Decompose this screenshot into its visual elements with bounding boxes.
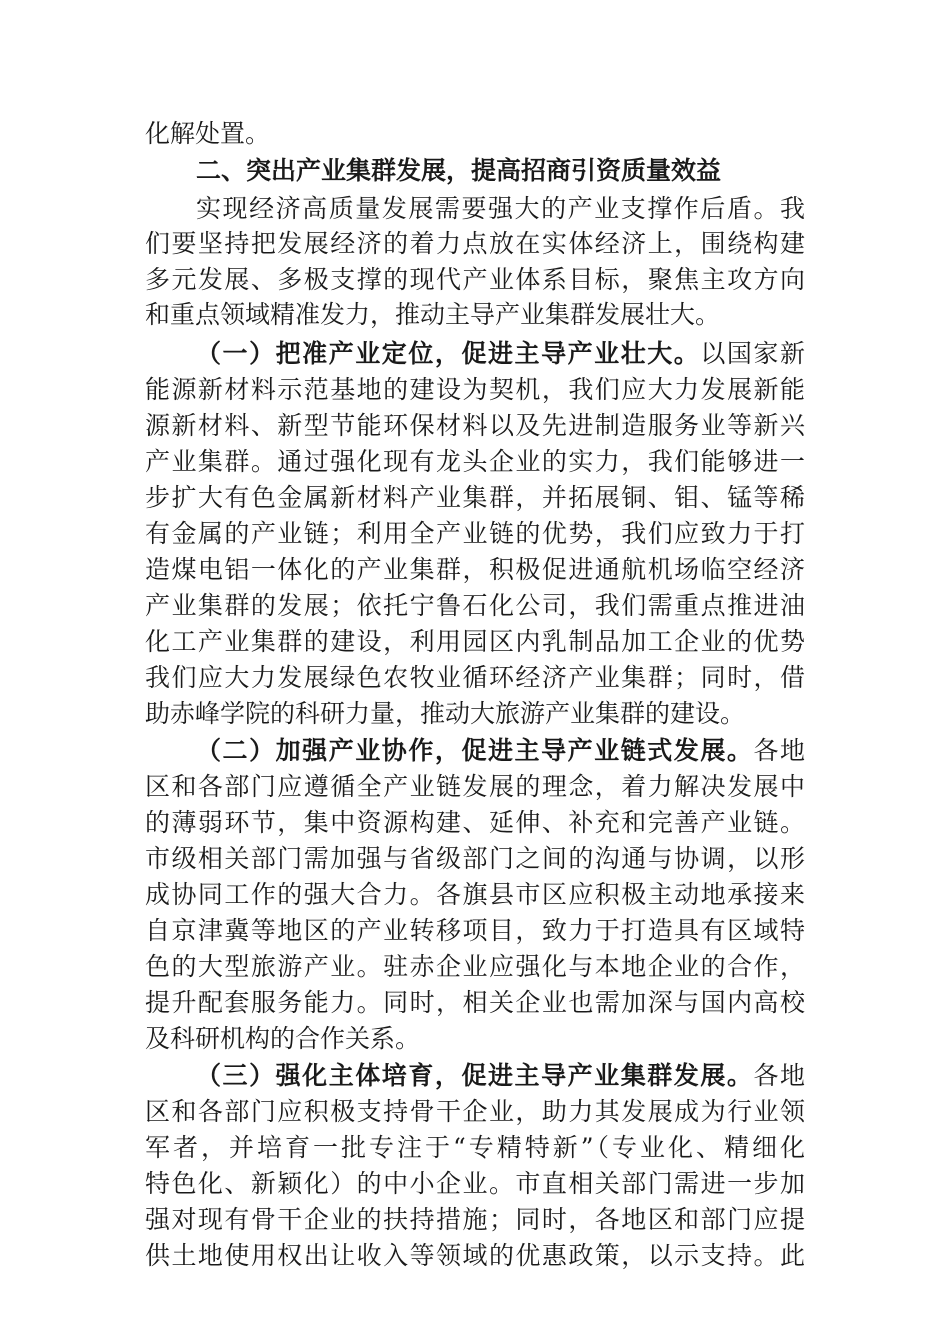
text-line: 助赤峰学院的科研力量，推动大旅游产业集群的建设。 — [145, 699, 746, 728]
text-line: 产业集群。通过强化现有龙头企业的实力，我们能够进一 — [145, 447, 805, 476]
text-run: 以国家新 — [700, 339, 805, 368]
text-line: 实现经济高质量发展需要强大的产业支撑作后盾。我 — [196, 194, 805, 223]
subsection-line — [196, 732, 805, 770]
text-line: 成协同工作的强大合力。各旗县市区应积极主动地承接来 — [145, 880, 805, 909]
text-line: 特色化、新颖化）的中小企业。市直相关部门需进一步加 — [145, 1169, 805, 1198]
text-line: 色的大型旅游产业。驻赤企业应强化与本地企业的合作， — [145, 952, 805, 981]
text-line: 我们应大力发展绿色农牧业循环经济产业集群；同时，借 — [145, 663, 805, 692]
text-run: 各地 — [753, 1061, 805, 1090]
text-line: 的薄弱环节，集中资源构建、延伸、补充和完善产业链。 — [145, 808, 805, 837]
text-line: 自京津冀等地区的产业转移项目，致力于打造具有区域特 — [145, 916, 805, 945]
text-line: 供土地使用权出让收入等领域的优惠政策，以示支持。此 — [145, 1241, 805, 1270]
subsection-heading: （二）加强产业协作，促进主导产业链式发展。 — [196, 736, 754, 765]
subsection-heading: （一）把准产业定位，促进主导产业壮大。 — [196, 339, 701, 368]
section-heading: 二、突出产业集群发展，提高招商引资质量效益 — [196, 156, 722, 185]
text-line: 区和各部门应积极支持骨干企业，助力其发展成为行业领 — [145, 1097, 805, 1126]
text-line: 步扩大有色金属新材料产业集群，并拓展铜、钼、锰等稀 — [145, 483, 805, 512]
text-line: 化工产业集群的建设，利用园区内乳制品加工企业的优势 — [145, 627, 805, 656]
text-line: 提升配套服务能力。同时，相关企业也需加深与国内高校 — [145, 988, 805, 1017]
text-line: 军者，并培育一批专注于“专精特新”（专业化、精细化 — [145, 1133, 805, 1162]
text-line: 化解处置。 — [145, 119, 271, 148]
text-line: 区和各部门应遵循全产业链发展的理念，着力解决发展中 — [145, 772, 805, 801]
subsection-line — [196, 335, 805, 373]
text-line: 和重点领域精准发力，推动主导产业集群发展壮大。 — [145, 300, 721, 329]
text-line: 造煤电铝一体化的产业集群，积极促进通航机场临空经济 — [145, 555, 805, 584]
text-line: 产业集群的发展；依托宁鲁石化公司，我们需重点推进油 — [145, 591, 805, 620]
text-line: 市级相关部门需加强与省级部门之间的沟通与协调，以形 — [145, 844, 805, 873]
text-line: 源新材料、新型节能环保材料以及先进制造服务业等新兴 — [145, 411, 805, 440]
text-line: 能源新材料示范基地的建设为契机，我们应大力发展新能 — [145, 375, 805, 404]
text-line: 多元发展、多极支撑的现代产业体系目标，聚焦主攻方向 — [145, 265, 805, 294]
text-line: 们要坚持把发展经济的着力点放在实体经济上，围绕构建 — [145, 229, 805, 258]
text-line: 有金属的产业链；利用全产业链的优势，我们应致力于打 — [145, 519, 805, 548]
text-line: 及科研机构的合作关系。 — [145, 1024, 421, 1053]
subsection-heading: （三）强化主体培育，促进主导产业集群发展。 — [196, 1061, 754, 1090]
text-run: 各地 — [753, 736, 805, 765]
subsection-line — [196, 1057, 805, 1095]
text-line: 强对现有骨干企业的扶持措施；同时，各地区和部门应提 — [145, 1205, 805, 1234]
